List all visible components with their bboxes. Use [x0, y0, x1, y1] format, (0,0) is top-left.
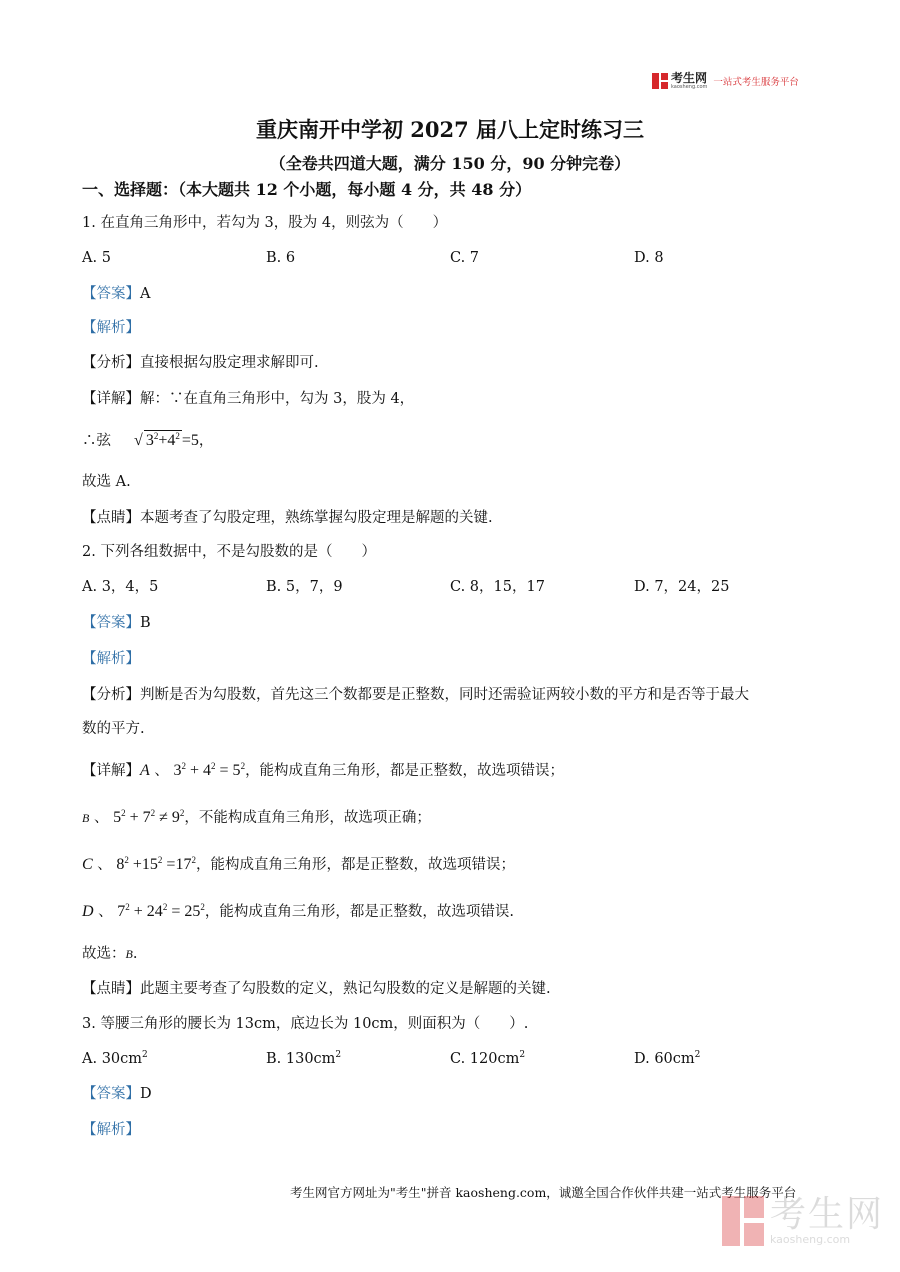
q3-option-d: D. $60cm^2$ [634, 1050, 701, 1067]
analysis-tag: 【解析】 [82, 320, 140, 336]
q2-conclusion: 故选：B. [82, 946, 138, 962]
watermark-domain: kaosheng.com [770, 1233, 851, 1246]
q2-a-text: ，能构成直角三角形，都是正整数，故选项错误； [245, 763, 565, 779]
q1-dianjing [82, 508, 493, 528]
q3-stem: 3. 等腰三角形的腰长为 13cm，底边长为 10cm，则面积为（ ）. [82, 1016, 529, 1032]
dianjing-tag: 【点睛】 [82, 981, 140, 997]
q3-option-b: B. $130cm^2$ [266, 1050, 342, 1067]
logo-slogan: 一站式考生服务平台 [713, 77, 799, 88]
watermark [722, 1196, 884, 1246]
q2-conclusion-text: 故选： [82, 946, 126, 962]
footer-note: 考生网官方网址为"考生"拼音 kaosheng.com，诚邀全国合作伙伴共建一站式考生服务平台 [290, 1185, 797, 1200]
q1-analysis-label [82, 318, 140, 338]
q2-c-text: ，能构成直角三角形，都是正整数，故选项错误； [195, 857, 515, 873]
q2-dianjing [82, 979, 551, 999]
fenxi-tag: 【分析】 [82, 687, 140, 703]
answer-tag: 【答案】 [82, 1086, 140, 1102]
q1-conclusion: 故选 A. [82, 474, 131, 490]
q2-analysis-label [82, 649, 140, 669]
q3-answer [82, 1084, 152, 1104]
q2-option-c: C. 8，15，17 [450, 579, 545, 595]
q1-formula: √ $3^2+4^2 =5$ [134, 431, 199, 449]
xiangjie-tag: 【详解】 [82, 763, 140, 779]
q3-option-a-text: A. 30cm [82, 1051, 143, 1067]
q3-option-d-text: D. 60cm [634, 1051, 695, 1067]
q1-option-a: A. 5 [82, 250, 111, 266]
q3-option-b-text: B. 130cm [266, 1051, 336, 1067]
q1-stem: 1. 在直角三角形中，若勾为 3，股为 4，则弦为（ ） [82, 215, 448, 231]
q2-option-a: A. 3，4，5 [82, 579, 159, 595]
q2-option-b: B. 5，7，9 [266, 579, 343, 595]
q1-xiangjie [82, 389, 414, 409]
logo-name: 考生网 [671, 71, 708, 85]
answer-tag: 【答案】 [82, 286, 140, 302]
q2-detail-c: C 、 $8^2 +15^2 =17^2$，能构成直角三角形，都是正整数，故选项错误； [82, 855, 515, 873]
q1-step: ∴弦 √ $3^2+4^2 =5$， [82, 431, 214, 449]
q2-fenxi [82, 685, 749, 705]
logo-domain: kaosheng.com [671, 84, 708, 90]
logo-icon [652, 73, 668, 89]
fenxi-tag: 【分析】 [82, 355, 140, 371]
q2-answer [82, 613, 151, 633]
dianjing-tag: 【点睛】 [82, 510, 140, 526]
watermark-name: 考生网 [770, 1194, 885, 1235]
q1-answer-value: A [140, 286, 151, 302]
q3-option-a: A. $30cm^2$ [82, 1050, 148, 1067]
q1-fenxi [82, 353, 319, 373]
q1-option-d: D. 8 [634, 250, 664, 266]
q1-xiangjie-text: 解：∵在直角三角形中，勾为 3，股为 4， [140, 391, 415, 407]
q1-dianjing-text: 本题考查了勾股定理，熟练掌握勾股定理是解题的关键. [140, 510, 493, 526]
page-title: 重庆南开中学初 2027 届八上定时练习三 [255, 117, 645, 142]
analysis-tag: 【解析】 [82, 651, 140, 667]
q2-fenxi-cont: 数的平方. [82, 721, 145, 737]
brand-logo [652, 72, 799, 90]
q2-stem: 2. 下列各组数据中，不是勾股数的是（ ） [82, 544, 376, 560]
q3-analysis-label [82, 1120, 140, 1140]
section-heading: 一、选择题：（本大题共 12 个小题，每小题 4 分，共 48 分） [82, 180, 532, 199]
q3-option-c: C. $120cm^2$ [450, 1050, 526, 1067]
q3-option-c-text: C. 120cm [450, 1051, 520, 1067]
q2-option-d: D. 7，24，25 [634, 579, 730, 595]
q3-answer-value: D [140, 1086, 152, 1102]
q2-answer-value: B [140, 615, 151, 631]
answer-tag: 【答案】 [82, 615, 140, 631]
q2-fenxi-text: 判断是否为勾股数，首先这三个数都要是正整数，同时还需验证两较小数的平方和是否等于最大 [140, 687, 749, 703]
q2-detail-d: D 、 $7^2 + 24^2 = 25^2$，能构成直角三角形，都是正整数，故选项错误. [82, 902, 514, 920]
q1-fenxi-text: 直接根据勾股定理求解即可. [140, 355, 319, 371]
q2-detail-a: 【详解】A 、 $3^2 + 4^2 = 5^2$，能构成直角三角形，都是正整数，故选项错误； [82, 761, 565, 779]
q1-step-prefix: ∴弦 [82, 433, 111, 449]
q2-b-text: ，不能构成直角三角形，故选项正确； [184, 810, 431, 826]
q2-detail-b: B 、 $5^2 + 7^2 \ne 9^2$，不能构成直角三角形，故选项正确； [82, 808, 431, 826]
q1-option-c: C. 7 [450, 250, 480, 266]
watermark-logo-icon [722, 1196, 764, 1246]
xiangjie-tag: 【详解】 [82, 391, 140, 407]
q2-dianjing-text: 此题主要考查了勾股数的定义，熟记勾股数的定义是解题的关键. [140, 981, 551, 997]
q1-option-b: B. 6 [266, 250, 296, 266]
page-subtitle: （全卷共四道大题，满分 150 分，90 分钟完卷） [269, 154, 631, 173]
analysis-tag: 【解析】 [82, 1122, 140, 1138]
q1-answer [82, 284, 150, 304]
q2-d-text: ，能构成直角三角形，都是正整数，故选项错误. [204, 904, 514, 920]
